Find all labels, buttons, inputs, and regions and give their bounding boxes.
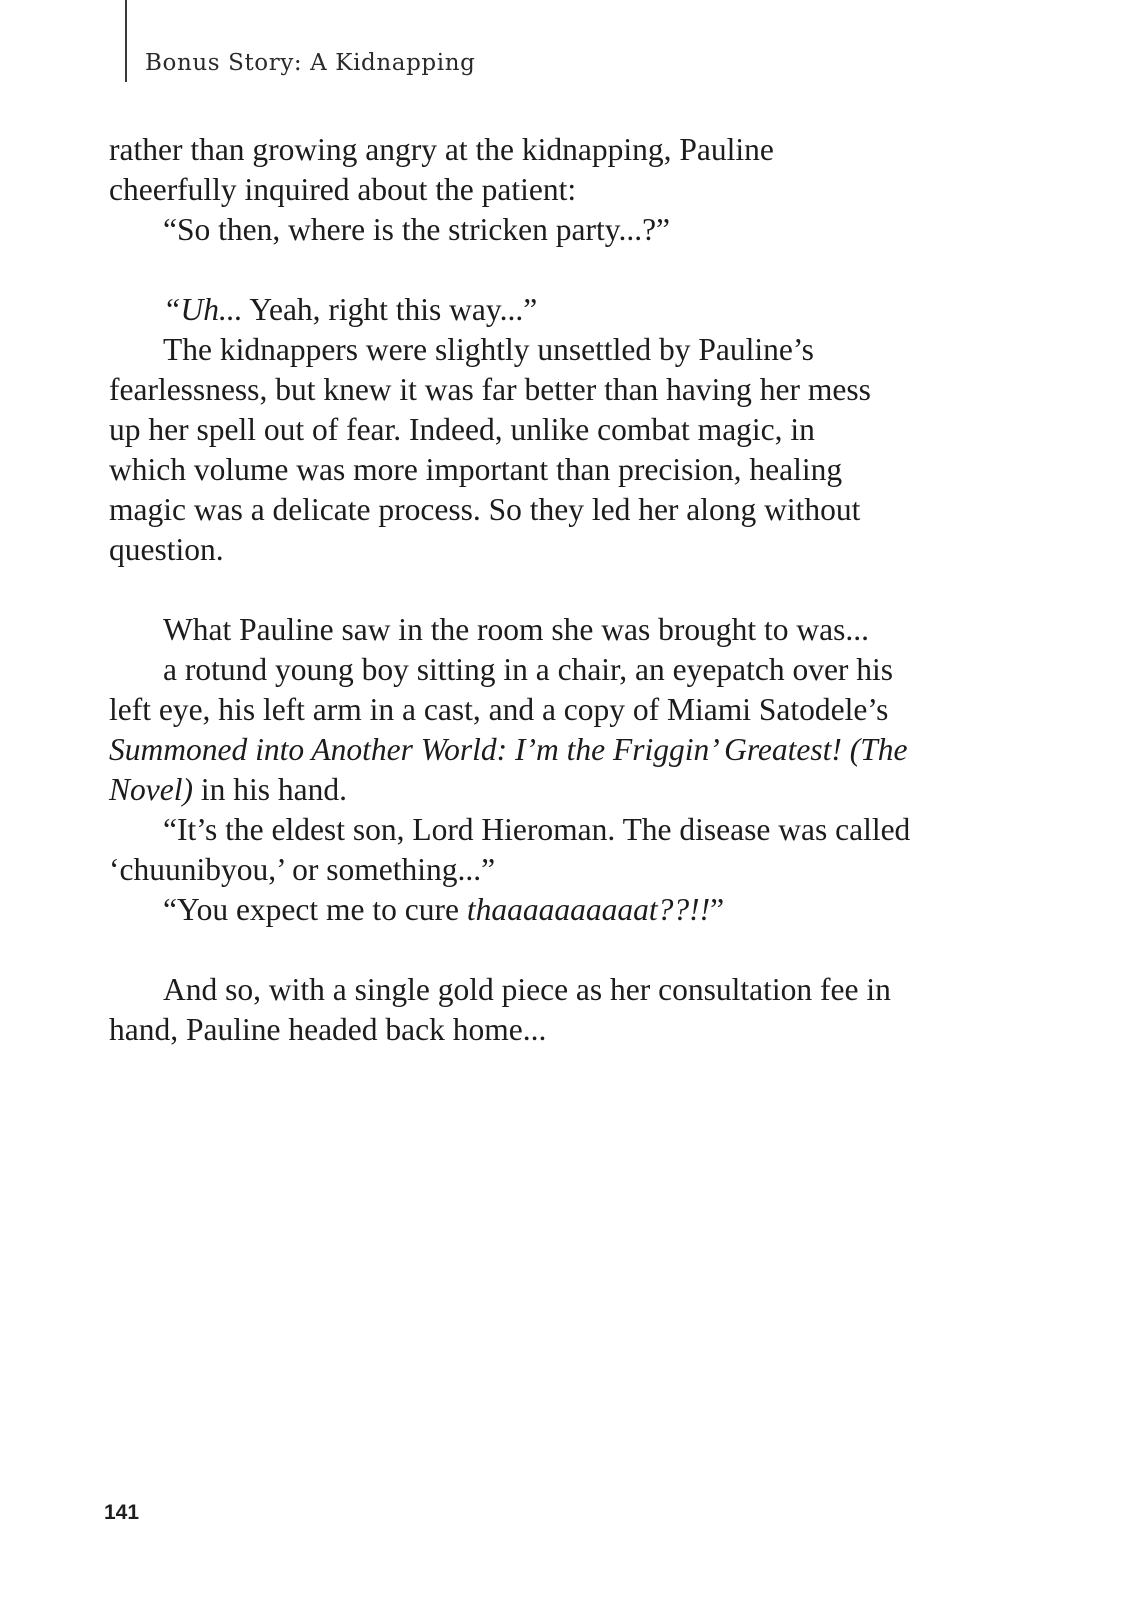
dialogue-line: “It’s the eldest son, Lord Hieroman. The disease was called — [163, 812, 911, 847]
text-line: question. — [109, 532, 224, 567]
italic-text: thaaaaaaaaaat??!! — [466, 892, 711, 927]
text-line: fearlessness, but knew it was far better than having her mess — [109, 372, 871, 407]
text-span: “You expect me to cure — [163, 892, 467, 927]
paragraph-break — [109, 570, 1009, 610]
text-line: left eye, his left arm in a cast, and a copy of Miami Satodele’s — [109, 692, 889, 727]
text-span: in his hand. — [192, 772, 347, 807]
dialogue-line: ‘chuunibyou,’ or something...” — [109, 852, 496, 887]
text-line: rather than growing angry at the kidnapping, Pauline — [109, 132, 774, 167]
dialogue-line — [109, 290, 1009, 330]
text-line — [109, 770, 1009, 810]
italic-text: “Uh... — [163, 292, 243, 327]
text-line: The kidnappers were slightly unsettled by Pauline’s — [163, 332, 814, 367]
text-span: Yeah, right this way...” — [242, 292, 538, 327]
page-number: 141 — [104, 1501, 140, 1524]
text-span: ” — [710, 892, 725, 927]
text-line: a rotund young boy sitting in a chair, an eyepatch over his — [163, 652, 894, 687]
text-line: cheerfully inquired about the patient: — [109, 172, 577, 207]
running-head: Bonus Story: A Kidnapping — [145, 50, 476, 76]
paragraph-break — [109, 250, 1009, 290]
text-line: And so, with a single gold piece as her consultation fee in — [163, 972, 891, 1007]
paragraph-break — [109, 930, 1009, 970]
header-rule — [125, 0, 127, 82]
text-line: hand, Pauline headed back home... — [109, 1012, 547, 1047]
italic-text: Novel) — [109, 772, 193, 807]
book-title-line: Summoned into Another World: I’m the Friggin’ Greatest! (The — [109, 732, 908, 767]
dialogue-line: “So then, where is the stricken party...?” — [163, 212, 671, 247]
body-text — [109, 130, 1009, 1050]
text-line: which volume was more important than precision, healing — [109, 452, 843, 487]
dialogue-line — [109, 890, 1009, 930]
text-line: What Pauline saw in the room she was brought to was... — [163, 612, 869, 647]
text-line: magic was a delicate process. So they led her along without — [109, 492, 861, 527]
text-line: up her spell out of fear. Indeed, unlike combat magic, in — [109, 412, 815, 447]
